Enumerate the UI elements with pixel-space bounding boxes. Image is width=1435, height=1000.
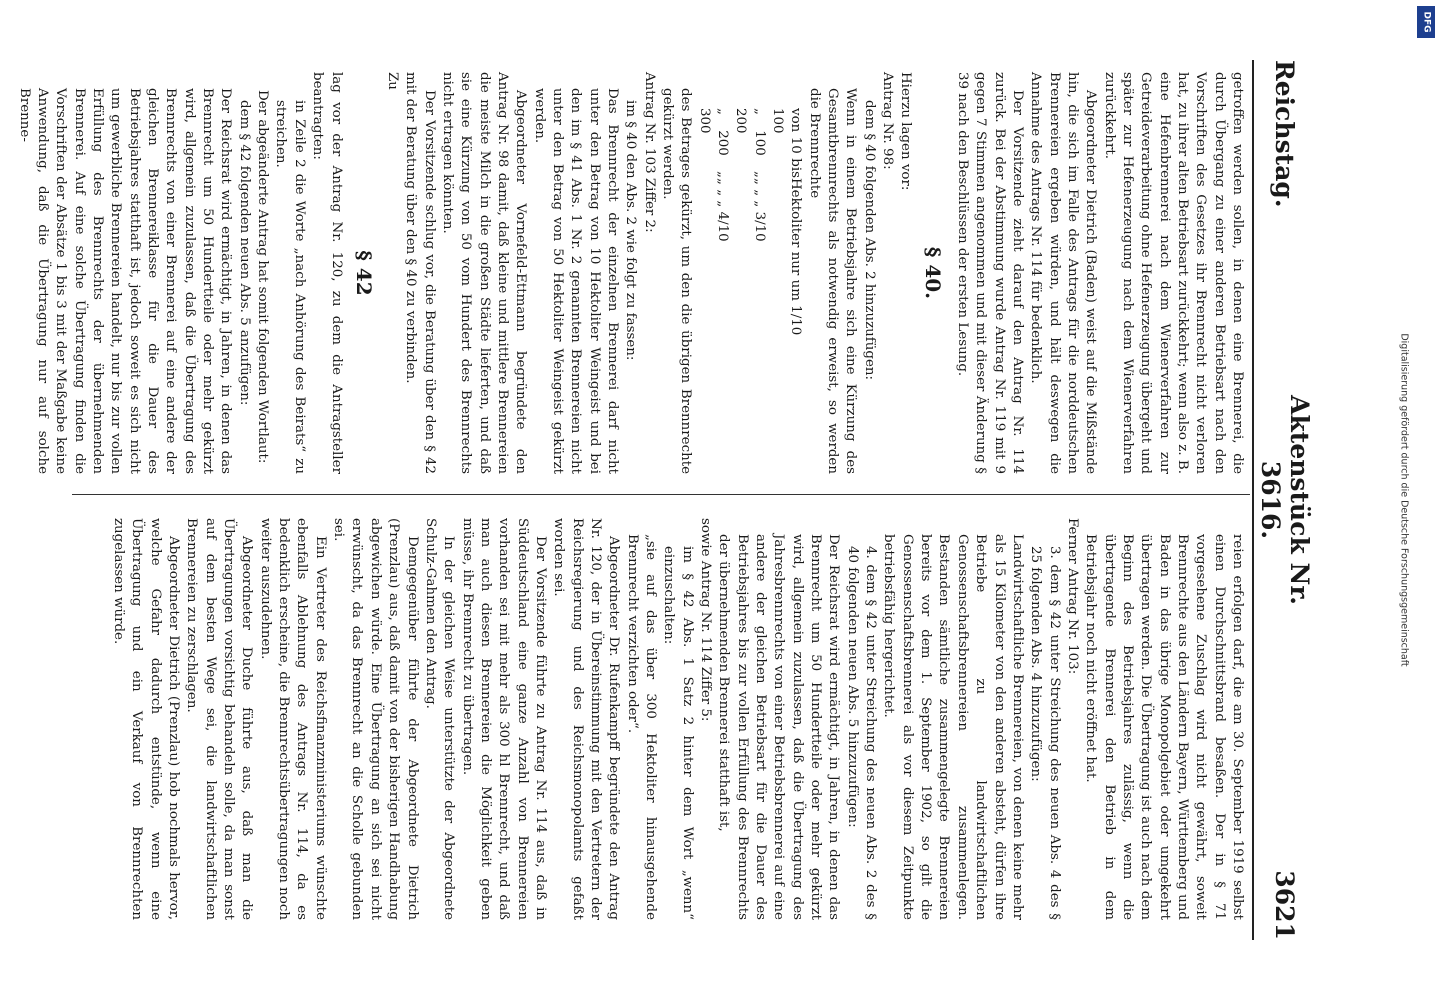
scale-range: „ 100 „ 200 xyxy=(733,108,767,178)
left-column xyxy=(16,72,1246,474)
section-heading-40: § 40. xyxy=(921,246,946,300)
paragraph: getroffen werden sollen, in denen eine Brennerei, die durch Übergang zu einer anderen Betriebsart nach den Vorschriften des Gesetzes ihr Brennrecht nicht verloren hat, zu ihrer alten Betriebsart zurückkehrt; wenn also z. B. eine Hefenbrennerei nach dem Wienerverfahren zur Getreideverarbeitung ohne Hefenerzeugung übergeht und später zur Hefenerzeugung nach dem Wienerverfahren zurückkehrt. xyxy=(1101,72,1245,474)
quoted-text: „sie auf das über 300 Hektoliter hinausgehende Brennrecht verzichten oder“. xyxy=(624,534,658,920)
paragraph: dem § 40 folgenden Abs. 2 hinzuzufügen: xyxy=(861,100,877,381)
digitization-credit: Digitalisierung gefördert durch die Deutsche Forschungsgemeinschaft xyxy=(1398,333,1410,667)
quoted-text: Der Reichsrat wird ermächtigt, in Jahren, in denen das Brennrecht um 50 Hundertteile oder mehr gekürzt wird, allgemein zuzulassen, daß die Übertragung des Jahresbrennrechts von einer Betriebsbrennerei auf eine andere der gleichen Betriebsart für die Dauer des Betriebsjahres bis zur vollen Erfüllung des Brennrechts der übernehmenden Brennerei statthaft ist, xyxy=(716,534,842,920)
paragraph: Der Vorsitzende führte zu Antrag Nr. 114 aus, daß in Süddeutschland eine ganze Anzahl von Brennereien vorhanden sei mit mehr als 300 hl Brennrecht, und daß man auch diesen Brennereien die Möglichkeit geben müsse, ihr Brennrecht zu übertragen. xyxy=(459,518,548,920)
paragraph: Ferner Antrag Nr. 103: xyxy=(1064,518,1080,675)
scale-row xyxy=(768,72,805,474)
page-number: 3621 xyxy=(1270,870,1300,940)
page-header xyxy=(1256,60,1314,940)
paragraph: Demgegenüber führte der Abgeordnete Dietrich (Prenzlau) aus, daß damit von der bisherigen Handhabung abgewichen würde. Eine Übertragung an sich sei nicht erwünscht, da das Brennrecht an die Scholle gebunden sei. xyxy=(331,518,420,920)
quoted-text: Landwirtschaftliche Brennereien, von denen keine mehr als 15 Kilometer von den anderen absteht, dürfen ihre Betriebe zu landwirtschaftlichen Genossenschaftsbrennereien zusammenlegen. Bestanden sämtliche zusammengelegte Brennereien bereits vor dem 1. September 1902, so gilt die Genossenschaftsbrennerei als vor diesem Zeitpunkte betriebsfähig hergerichtet. xyxy=(881,534,1025,920)
paragraph: dem § 42 folgenden neuen Abs. 5 anzufügen: xyxy=(236,100,252,406)
quoted-text: Wenn in einem Betriebsjahre sich eine Kürzung des Gesamtbrennrechts als notwendig erweist, so werden die Brennrechte xyxy=(806,88,859,474)
paragraph: 3. dem § 42 unter Streichung des neuen Abs. 4 des § 25 folgenden Abs. 4 hinzuzufügen: xyxy=(1028,546,1062,920)
paragraph: Der Vorsitzende zieht darauf den Antrag Nr. 114 zurück. Bei der Abstimmung wurde Antrag Nr. 119 mit 9 gegen 7 Stimmen angenommen und mit dieser Änderung § 39 nach den Beschlüssen der ersten Lesung. xyxy=(954,72,1025,474)
scale-row xyxy=(694,72,731,474)
paragraph: im § 40 den Abs. 2 wie folgt zu fassen: xyxy=(623,100,639,361)
header-document-title: Aktenstück Nr. 3616. xyxy=(1256,395,1314,605)
paragraph: In der gleichen Weise unterstützte der Abgeordnete Schulz-Gahmen den Antrag. xyxy=(422,518,457,920)
paragraph: Der abgeänderte Antrag hat somit folgenden Wortlaut: xyxy=(255,90,271,464)
paragraph: Abgeordneter Dietrich (Prenzlau) hob nochmals hervor, welche Gefahr dadurch entstünde, wenn eine Übertragung und ein Verkauf von Brennrechten zugelassen würde. xyxy=(111,518,182,920)
scale-text: Hektoliter nur um 1/10 xyxy=(788,178,804,336)
section-heading-42: § 42 xyxy=(351,250,376,296)
dfg-logo xyxy=(1417,6,1435,38)
quoted-text: des Betrages gekürzt, um den die übrigen Brennrechte gekürzt werden. xyxy=(660,88,694,474)
reduction-scale xyxy=(694,72,804,474)
paragraph: lag vor der Antrag Nr. 120, zu dem die Antragsteller beantragten: xyxy=(310,72,344,474)
header-rule xyxy=(1252,60,1254,940)
paragraph: Abgeordneter Duche führte aus, daß man die Übertragungen vorsichtig behandeln solle, da man sonst auf dem besten Wege sei, die landwirtschaftlichen Brennereien zu zerschlagen. xyxy=(184,518,255,920)
paragraph: im § 42 Abs. 1 Satz 2 hinter dem Wort „wenn“ einzuschalten: xyxy=(661,546,695,920)
scale-text: „ „ „ 3/10 xyxy=(751,178,767,242)
paragraph: in Zeile 2 die Worte „nach Anhörung des Beirats“ zu streichen. xyxy=(273,100,307,474)
column-divider xyxy=(72,494,1250,495)
paragraph: Abgeordneter Dr. Rufenkampff begründete den Antrag Nr. 120, der in Übereinstimmung mit den Vertretern der Reichsregierung und des Reichsmonopolamts gefaßt worden sei. xyxy=(551,518,622,920)
paragraph: Abgeordneter Vornefeld-Ettmann begründete den Antrag Nr. 98 damit, daß kleine und mittlere Brennereien die meiste Milch in die großen Städte lieferten, und daß sie eine Kürzung von 50 vom Hundert des Brennrechts nicht ertragen könnten. xyxy=(439,72,529,474)
quoted-text: Der Reichsrat wird ermächtigt, in Jahren, in denen das Brennrecht um 50 Hundertteile oder mehr gekürzt wird, allgemein zuzulassen, daß die Übertragung des Brennrechts von einer Brennerei auf eine andere der gleichen Brennereiklasse für die Dauer des Betriebsjahres statthaft ist, jedoch soweit es sich nicht um gewerbliche Brennereien handelt, nur bis zur vollen Erfüllung des Brennrechts der übernehmenden Brennerei. Auf eine solche Übertragung finden die Vorschriften der Absätze 1 bis 3 mit der Maßgabe keine Anwendung, daß die Übertragung nur auf solche Brenne- xyxy=(16,88,234,474)
paragraph: sowie Antrag Nr. 114 Ziffer 5: xyxy=(698,518,714,722)
paragraph: Ein Vertreter des Reichsfinanzministeriums wünschte ebenfalls Ablehnung des Antrags Nr. 114, da es bedenklich erscheine, die Brennrechtsübertragungen noch weiter auszudehnen. xyxy=(257,518,328,920)
dfg-logo-text: DFG xyxy=(1421,11,1432,33)
quoted-text: reien erfolgen darf, die am 30. September 1919 selbst einen Durchschnittsbrand besaßen. Der in § 71 vorgesehene Zuschlag wird nicht gewährt, soweit Brennrechte aus den Ländern Bayern, Württemberg und Baden in das übrige Monopolgebiet oder umgekehrt übertragen werden. Die Übertragung ist auch nach dem Beginn des Betriebsjahres zulässig, wenn die übertragende Brennerei den Betrieb in dem Betriebsjahr noch nicht eröffnet hat. xyxy=(1083,534,1245,920)
right-column xyxy=(70,518,1246,920)
paragraph: Abgeordneter Dietrich (Baden) weist auf die Mißstände hin, die sich im Falle des Antrags für die norddeutschen Brennereien ergeben würden, und hält deswegen die Annahme des Antrags Nr. 114 für bedenklich. xyxy=(1028,72,1099,474)
paragraph: Der Vorsitzende schlug vor, die Beratung über den § 42 mit der Beratung über den § 40 zu verbinden. xyxy=(403,72,437,474)
scale-text: „ „ „ 4/10 xyxy=(715,178,731,242)
paragraph: Zu xyxy=(384,72,400,90)
paragraph: Antrag Nr. 103 Ziffer 2: xyxy=(641,72,657,233)
scale-range: von 10 bis 100 xyxy=(770,108,804,178)
paragraph: Antrag Nr. 98: xyxy=(880,72,896,170)
scale-range: „ 200 „ 300 xyxy=(696,108,731,178)
paragraph: 4. dem § 42 unter Streichung des neuen Abs. 2 des § 40 folgenden neuen Abs. 5 hinzuzufügen: xyxy=(844,546,879,920)
quoted-text: Das Brennrecht der einzelnen Brennerei darf nicht unter den Betrag von 10 Hektoliter Weingeist und bei den im § 41 Abs. 1 Nr. 2 genannten Brennereien nicht unter den Betrag von 50 Hektoliter Weingeist gekürzt werden. xyxy=(531,88,620,474)
header-institution: Reichstag. xyxy=(1270,60,1300,208)
scanned-document-page xyxy=(16,0,1320,1000)
scale-row xyxy=(731,72,768,474)
paragraph: Hierzu lagen vor: xyxy=(898,72,914,191)
